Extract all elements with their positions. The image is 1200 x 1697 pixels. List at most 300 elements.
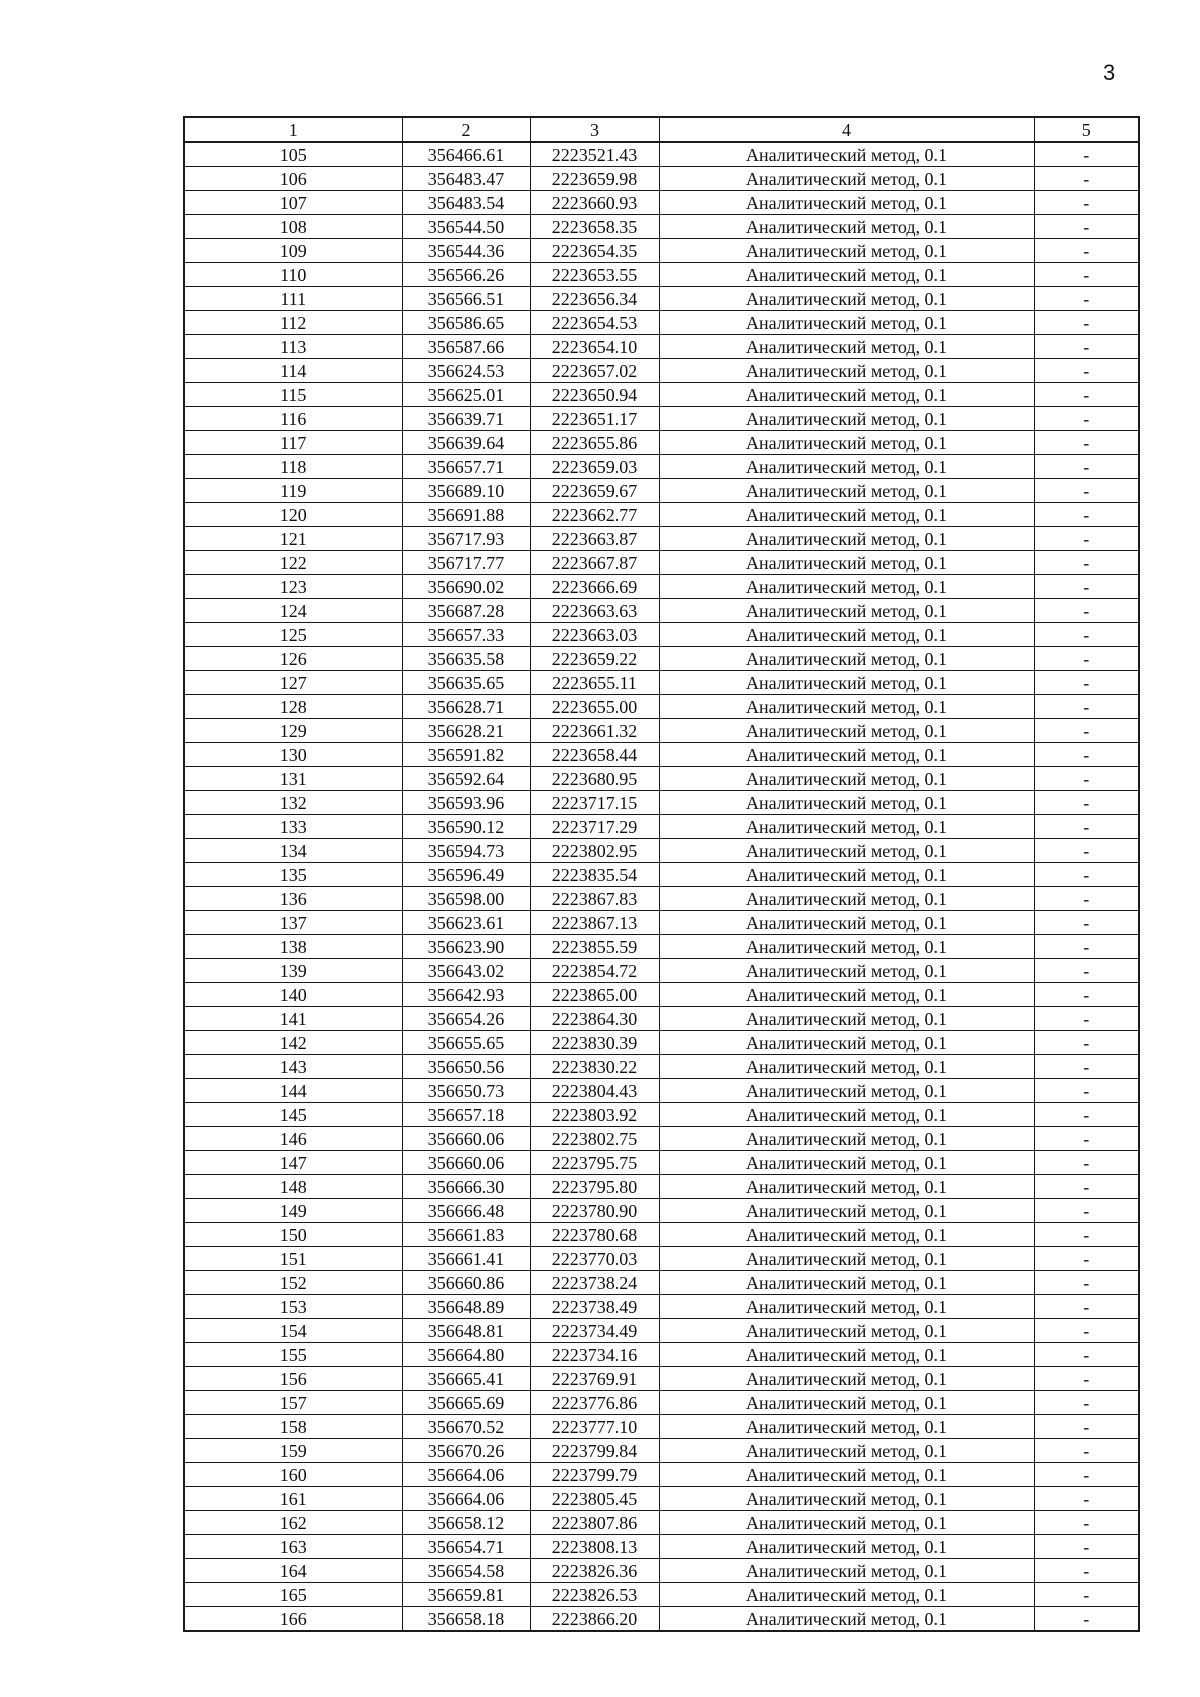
x-coordinate-cell: 356659.81 — [402, 1583, 530, 1607]
y-coordinate-cell: 2223661.32 — [530, 719, 659, 743]
y-coordinate-cell: 2223802.95 — [530, 839, 659, 863]
note-cell: - — [1034, 1271, 1139, 1295]
method-cell: Аналитический метод, 0.1 — [659, 719, 1034, 743]
y-coordinate-cell: 2223717.15 — [530, 791, 659, 815]
table-row — [184, 1247, 1139, 1271]
y-coordinate-cell: 2223855.59 — [530, 935, 659, 959]
y-coordinate-cell: 2223807.86 — [530, 1511, 659, 1535]
table-row — [184, 1031, 1139, 1055]
y-coordinate-cell: 2223803.92 — [530, 1103, 659, 1127]
table-row — [184, 695, 1139, 719]
y-coordinate-cell: 2223795.80 — [530, 1175, 659, 1199]
coordinates-table-container — [183, 116, 1138, 1632]
column-header-5: 5 — [1034, 117, 1139, 142]
x-coordinate-cell: 356658.18 — [402, 1607, 530, 1632]
method-cell: Аналитический метод, 0.1 — [659, 431, 1034, 455]
note-cell: - — [1034, 1367, 1139, 1391]
note-cell: - — [1034, 575, 1139, 599]
point-number-cell: 108 — [184, 215, 402, 239]
y-coordinate-cell: 2223659.22 — [530, 647, 659, 671]
table-body — [184, 142, 1139, 1631]
x-coordinate-cell: 356654.26 — [402, 1007, 530, 1031]
note-cell: - — [1034, 935, 1139, 959]
table-row — [184, 815, 1139, 839]
note-cell: - — [1034, 1439, 1139, 1463]
column-header-3: 3 — [530, 117, 659, 142]
x-coordinate-cell: 356648.89 — [402, 1295, 530, 1319]
table-row — [184, 1319, 1139, 1343]
method-cell: Аналитический метод, 0.1 — [659, 1199, 1034, 1223]
method-cell: Аналитический метод, 0.1 — [659, 335, 1034, 359]
table-row — [184, 1559, 1139, 1583]
note-cell: - — [1034, 1511, 1139, 1535]
note-cell: - — [1034, 287, 1139, 311]
y-coordinate-cell: 2223658.44 — [530, 743, 659, 767]
method-cell: Аналитический метод, 0.1 — [659, 551, 1034, 575]
y-coordinate-cell: 2223666.69 — [530, 575, 659, 599]
point-number-cell: 123 — [184, 575, 402, 599]
note-cell: - — [1034, 335, 1139, 359]
table-row — [184, 1511, 1139, 1535]
y-coordinate-cell: 2223521.43 — [530, 142, 659, 167]
table-row — [184, 191, 1139, 215]
y-coordinate-cell: 2223655.11 — [530, 671, 659, 695]
x-coordinate-cell: 356593.96 — [402, 791, 530, 815]
table-row — [184, 359, 1139, 383]
y-coordinate-cell: 2223780.90 — [530, 1199, 659, 1223]
x-coordinate-cell: 356655.65 — [402, 1031, 530, 1055]
y-coordinate-cell: 2223654.35 — [530, 239, 659, 263]
table-header — [184, 117, 1139, 142]
method-cell: Аналитический метод, 0.1 — [659, 743, 1034, 767]
method-cell: Аналитический метод, 0.1 — [659, 1487, 1034, 1511]
method-cell: Аналитический метод, 0.1 — [659, 287, 1034, 311]
table-row — [184, 1607, 1139, 1632]
x-coordinate-cell: 356660.06 — [402, 1127, 530, 1151]
note-cell: - — [1034, 1031, 1139, 1055]
method-cell: Аналитический метод, 0.1 — [659, 1511, 1034, 1535]
y-coordinate-cell: 2223799.84 — [530, 1439, 659, 1463]
method-cell: Аналитический метод, 0.1 — [659, 767, 1034, 791]
x-coordinate-cell: 356690.02 — [402, 575, 530, 599]
method-cell: Аналитический метод, 0.1 — [659, 1559, 1034, 1583]
table-row — [184, 671, 1139, 695]
method-cell: Аналитический метод, 0.1 — [659, 142, 1034, 167]
y-coordinate-cell: 2223659.98 — [530, 167, 659, 191]
y-coordinate-cell: 2223655.86 — [530, 431, 659, 455]
table-row — [184, 407, 1139, 431]
note-cell: - — [1034, 1223, 1139, 1247]
note-cell: - — [1034, 431, 1139, 455]
y-coordinate-cell: 2223654.53 — [530, 311, 659, 335]
x-coordinate-cell: 356639.71 — [402, 407, 530, 431]
table-row — [184, 959, 1139, 983]
x-coordinate-cell: 356666.48 — [402, 1199, 530, 1223]
x-coordinate-cell: 356483.54 — [402, 191, 530, 215]
y-coordinate-cell: 2223867.83 — [530, 887, 659, 911]
method-cell: Аналитический метод, 0.1 — [659, 455, 1034, 479]
x-coordinate-cell: 356598.00 — [402, 887, 530, 911]
x-coordinate-cell: 356544.50 — [402, 215, 530, 239]
note-cell: - — [1034, 407, 1139, 431]
y-coordinate-cell: 2223769.91 — [530, 1367, 659, 1391]
point-number-cell: 109 — [184, 239, 402, 263]
x-coordinate-cell: 356658.12 — [402, 1511, 530, 1535]
y-coordinate-cell: 2223835.54 — [530, 863, 659, 887]
point-number-cell: 110 — [184, 263, 402, 287]
x-coordinate-cell: 356566.26 — [402, 263, 530, 287]
point-number-cell: 157 — [184, 1391, 402, 1415]
note-cell: - — [1034, 719, 1139, 743]
note-cell: - — [1034, 142, 1139, 167]
table-row — [184, 863, 1139, 887]
note-cell: - — [1034, 1127, 1139, 1151]
x-coordinate-cell: 356623.90 — [402, 935, 530, 959]
note-cell: - — [1034, 1079, 1139, 1103]
point-number-cell: 146 — [184, 1127, 402, 1151]
x-coordinate-cell: 356648.81 — [402, 1319, 530, 1343]
point-number-cell: 131 — [184, 767, 402, 791]
method-cell: Аналитический метод, 0.1 — [659, 575, 1034, 599]
table-row — [184, 1535, 1139, 1559]
table-row — [184, 623, 1139, 647]
note-cell: - — [1034, 791, 1139, 815]
table-row — [184, 1463, 1139, 1487]
table-row — [184, 1295, 1139, 1319]
point-number-cell: 165 — [184, 1583, 402, 1607]
table-row — [184, 527, 1139, 551]
method-cell: Аналитический метод, 0.1 — [659, 1319, 1034, 1343]
x-coordinate-cell: 356628.71 — [402, 695, 530, 719]
method-cell: Аналитический метод, 0.1 — [659, 839, 1034, 863]
x-coordinate-cell: 356670.52 — [402, 1415, 530, 1439]
note-cell: - — [1034, 1343, 1139, 1367]
point-number-cell: 155 — [184, 1343, 402, 1367]
x-coordinate-cell: 356717.93 — [402, 527, 530, 551]
y-coordinate-cell: 2223663.63 — [530, 599, 659, 623]
point-number-cell: 144 — [184, 1079, 402, 1103]
note-cell: - — [1034, 167, 1139, 191]
x-coordinate-cell: 356661.41 — [402, 1247, 530, 1271]
x-coordinate-cell: 356664.06 — [402, 1487, 530, 1511]
y-coordinate-cell: 2223738.24 — [530, 1271, 659, 1295]
method-cell: Аналитический метод, 0.1 — [659, 263, 1034, 287]
table-row — [184, 575, 1139, 599]
point-number-cell: 147 — [184, 1151, 402, 1175]
table-row — [184, 479, 1139, 503]
point-number-cell: 122 — [184, 551, 402, 575]
table-row — [184, 1367, 1139, 1391]
point-number-cell: 151 — [184, 1247, 402, 1271]
y-coordinate-cell: 2223738.49 — [530, 1295, 659, 1319]
x-coordinate-cell: 356590.12 — [402, 815, 530, 839]
method-cell: Аналитический метод, 0.1 — [659, 383, 1034, 407]
y-coordinate-cell: 2223808.13 — [530, 1535, 659, 1559]
note-cell: - — [1034, 1463, 1139, 1487]
point-number-cell: 160 — [184, 1463, 402, 1487]
table-row — [184, 1007, 1139, 1031]
table-row — [184, 767, 1139, 791]
note-cell: - — [1034, 239, 1139, 263]
x-coordinate-cell: 356687.28 — [402, 599, 530, 623]
point-number-cell: 145 — [184, 1103, 402, 1127]
method-cell: Аналитический метод, 0.1 — [659, 1295, 1034, 1319]
y-coordinate-cell: 2223805.45 — [530, 1487, 659, 1511]
table-row — [184, 1223, 1139, 1247]
method-cell: Аналитический метод, 0.1 — [659, 1055, 1034, 1079]
point-number-cell: 148 — [184, 1175, 402, 1199]
table-row — [184, 1079, 1139, 1103]
method-cell: Аналитический метод, 0.1 — [659, 167, 1034, 191]
point-number-cell: 143 — [184, 1055, 402, 1079]
y-coordinate-cell: 2223662.77 — [530, 503, 659, 527]
point-number-cell: 124 — [184, 599, 402, 623]
method-cell: Аналитический метод, 0.1 — [659, 983, 1034, 1007]
x-coordinate-cell: 356635.58 — [402, 647, 530, 671]
method-cell: Аналитический метод, 0.1 — [659, 1463, 1034, 1487]
y-coordinate-cell: 2223854.72 — [530, 959, 659, 983]
method-cell: Аналитический метод, 0.1 — [659, 1367, 1034, 1391]
x-coordinate-cell: 356566.51 — [402, 287, 530, 311]
point-number-cell: 120 — [184, 503, 402, 527]
y-coordinate-cell: 2223659.03 — [530, 455, 659, 479]
point-number-cell: 164 — [184, 1559, 402, 1583]
x-coordinate-cell: 356544.36 — [402, 239, 530, 263]
note-cell: - — [1034, 1055, 1139, 1079]
note-cell: - — [1034, 1559, 1139, 1583]
note-cell: - — [1034, 623, 1139, 647]
column-header-1: 1 — [184, 117, 402, 142]
table-row — [184, 647, 1139, 671]
table-row — [184, 239, 1139, 263]
table-row — [184, 455, 1139, 479]
x-coordinate-cell: 356665.69 — [402, 1391, 530, 1415]
point-number-cell: 142 — [184, 1031, 402, 1055]
method-cell: Аналитический метод, 0.1 — [659, 1343, 1034, 1367]
point-number-cell: 112 — [184, 311, 402, 335]
x-coordinate-cell: 356483.47 — [402, 167, 530, 191]
method-cell: Аналитический метод, 0.1 — [659, 1391, 1034, 1415]
y-coordinate-cell: 2223658.35 — [530, 215, 659, 239]
y-coordinate-cell: 2223826.53 — [530, 1583, 659, 1607]
x-coordinate-cell: 356642.93 — [402, 983, 530, 1007]
table-row — [184, 1439, 1139, 1463]
y-coordinate-cell: 2223865.00 — [530, 983, 659, 1007]
method-cell: Аналитический метод, 0.1 — [659, 1079, 1034, 1103]
column-header-2: 2 — [402, 117, 530, 142]
y-coordinate-cell: 2223866.20 — [530, 1607, 659, 1632]
table-row — [184, 287, 1139, 311]
note-cell: - — [1034, 743, 1139, 767]
point-number-cell: 140 — [184, 983, 402, 1007]
x-coordinate-cell: 356657.18 — [402, 1103, 530, 1127]
note-cell: - — [1034, 479, 1139, 503]
y-coordinate-cell: 2223802.75 — [530, 1127, 659, 1151]
point-number-cell: 111 — [184, 287, 402, 311]
header-row — [184, 117, 1139, 142]
method-cell: Аналитический метод, 0.1 — [659, 503, 1034, 527]
table-row — [184, 142, 1139, 167]
point-number-cell: 136 — [184, 887, 402, 911]
method-cell: Аналитический метод, 0.1 — [659, 359, 1034, 383]
method-cell: Аналитический метод, 0.1 — [659, 311, 1034, 335]
note-cell: - — [1034, 695, 1139, 719]
point-number-cell: 105 — [184, 142, 402, 167]
point-number-cell: 139 — [184, 959, 402, 983]
note-cell: - — [1034, 1415, 1139, 1439]
x-coordinate-cell: 356628.21 — [402, 719, 530, 743]
point-number-cell: 113 — [184, 335, 402, 359]
table-row — [184, 431, 1139, 455]
note-cell: - — [1034, 1199, 1139, 1223]
x-coordinate-cell: 356643.02 — [402, 959, 530, 983]
point-number-cell: 141 — [184, 1007, 402, 1031]
y-coordinate-cell: 2223657.02 — [530, 359, 659, 383]
note-cell: - — [1034, 599, 1139, 623]
method-cell: Аналитический метод, 0.1 — [659, 791, 1034, 815]
point-number-cell: 133 — [184, 815, 402, 839]
table-row — [184, 887, 1139, 911]
method-cell: Аналитический метод, 0.1 — [659, 695, 1034, 719]
table-row — [184, 839, 1139, 863]
x-coordinate-cell: 356625.01 — [402, 383, 530, 407]
x-coordinate-cell: 356592.64 — [402, 767, 530, 791]
y-coordinate-cell: 2223830.39 — [530, 1031, 659, 1055]
y-coordinate-cell: 2223734.49 — [530, 1319, 659, 1343]
x-coordinate-cell: 356689.10 — [402, 479, 530, 503]
y-coordinate-cell: 2223680.95 — [530, 767, 659, 791]
point-number-cell: 149 — [184, 1199, 402, 1223]
table-row — [184, 1415, 1139, 1439]
y-coordinate-cell: 2223667.87 — [530, 551, 659, 575]
x-coordinate-cell: 356654.58 — [402, 1559, 530, 1583]
method-cell: Аналитический метод, 0.1 — [659, 407, 1034, 431]
point-number-cell: 115 — [184, 383, 402, 407]
table-row — [184, 383, 1139, 407]
point-number-cell: 114 — [184, 359, 402, 383]
y-coordinate-cell: 2223655.00 — [530, 695, 659, 719]
note-cell: - — [1034, 1103, 1139, 1127]
point-number-cell: 119 — [184, 479, 402, 503]
method-cell: Аналитический метод, 0.1 — [659, 623, 1034, 647]
table-row — [184, 983, 1139, 1007]
table-row — [184, 1391, 1139, 1415]
x-coordinate-cell: 356657.71 — [402, 455, 530, 479]
method-cell: Аналитический метод, 0.1 — [659, 479, 1034, 503]
y-coordinate-cell: 2223777.10 — [530, 1415, 659, 1439]
x-coordinate-cell: 356660.86 — [402, 1271, 530, 1295]
x-coordinate-cell: 356691.88 — [402, 503, 530, 527]
table-row — [184, 1343, 1139, 1367]
method-cell: Аналитический метод, 0.1 — [659, 887, 1034, 911]
table-row — [184, 1175, 1139, 1199]
table-row — [184, 719, 1139, 743]
y-coordinate-cell: 2223770.03 — [530, 1247, 659, 1271]
note-cell: - — [1034, 1151, 1139, 1175]
table-row — [184, 551, 1139, 575]
table-row — [184, 1103, 1139, 1127]
table-row — [184, 599, 1139, 623]
note-cell: - — [1034, 503, 1139, 527]
method-cell: Аналитический метод, 0.1 — [659, 527, 1034, 551]
note-cell: - — [1034, 1535, 1139, 1559]
y-coordinate-cell: 2223804.43 — [530, 1079, 659, 1103]
x-coordinate-cell: 356624.53 — [402, 359, 530, 383]
point-number-cell: 134 — [184, 839, 402, 863]
column-header-4: 4 — [659, 117, 1034, 142]
point-number-cell: 121 — [184, 527, 402, 551]
note-cell: - — [1034, 815, 1139, 839]
note-cell: - — [1034, 191, 1139, 215]
point-number-cell: 137 — [184, 911, 402, 935]
point-number-cell: 126 — [184, 647, 402, 671]
x-coordinate-cell: 356586.65 — [402, 311, 530, 335]
x-coordinate-cell: 356664.80 — [402, 1343, 530, 1367]
note-cell: - — [1034, 215, 1139, 239]
table-row — [184, 311, 1139, 335]
note-cell: - — [1034, 527, 1139, 551]
method-cell: Аналитический метод, 0.1 — [659, 1151, 1034, 1175]
y-coordinate-cell: 2223663.03 — [530, 623, 659, 647]
table-row — [184, 791, 1139, 815]
coordinates-table — [183, 116, 1140, 1632]
y-coordinate-cell: 2223659.67 — [530, 479, 659, 503]
method-cell: Аналитический метод, 0.1 — [659, 1271, 1034, 1295]
point-number-cell: 118 — [184, 455, 402, 479]
table-row — [184, 215, 1139, 239]
x-coordinate-cell: 356657.33 — [402, 623, 530, 647]
note-cell: - — [1034, 359, 1139, 383]
method-cell: Аналитический метод, 0.1 — [659, 191, 1034, 215]
method-cell: Аналитический метод, 0.1 — [659, 935, 1034, 959]
table-row — [184, 503, 1139, 527]
y-coordinate-cell: 2223780.68 — [530, 1223, 659, 1247]
x-coordinate-cell: 356717.77 — [402, 551, 530, 575]
method-cell: Аналитический метод, 0.1 — [659, 1535, 1034, 1559]
table-row — [184, 1199, 1139, 1223]
y-coordinate-cell: 2223653.55 — [530, 263, 659, 287]
note-cell: - — [1034, 383, 1139, 407]
point-number-cell: 127 — [184, 671, 402, 695]
note-cell: - — [1034, 671, 1139, 695]
x-coordinate-cell: 356623.61 — [402, 911, 530, 935]
note-cell: - — [1034, 863, 1139, 887]
point-number-cell: 152 — [184, 1271, 402, 1295]
method-cell: Аналитический метод, 0.1 — [659, 1583, 1034, 1607]
table-row — [184, 1271, 1139, 1295]
y-coordinate-cell: 2223867.13 — [530, 911, 659, 935]
point-number-cell: 138 — [184, 935, 402, 959]
page-number: 3 — [1103, 60, 1116, 85]
y-coordinate-cell: 2223734.16 — [530, 1343, 659, 1367]
table-row — [184, 167, 1139, 191]
x-coordinate-cell: 356587.66 — [402, 335, 530, 359]
method-cell: Аналитический метод, 0.1 — [659, 959, 1034, 983]
note-cell: - — [1034, 455, 1139, 479]
method-cell: Аналитический метод, 0.1 — [659, 599, 1034, 623]
y-coordinate-cell: 2223654.10 — [530, 335, 659, 359]
method-cell: Аналитический метод, 0.1 — [659, 1223, 1034, 1247]
x-coordinate-cell: 356666.30 — [402, 1175, 530, 1199]
method-cell: Аналитический метод, 0.1 — [659, 1127, 1034, 1151]
point-number-cell: 106 — [184, 167, 402, 191]
table-row — [184, 263, 1139, 287]
method-cell: Аналитический метод, 0.1 — [659, 1007, 1034, 1031]
table-row — [184, 1055, 1139, 1079]
method-cell: Аналитический метод, 0.1 — [659, 911, 1034, 935]
point-number-cell: 161 — [184, 1487, 402, 1511]
method-cell: Аналитический метод, 0.1 — [659, 863, 1034, 887]
